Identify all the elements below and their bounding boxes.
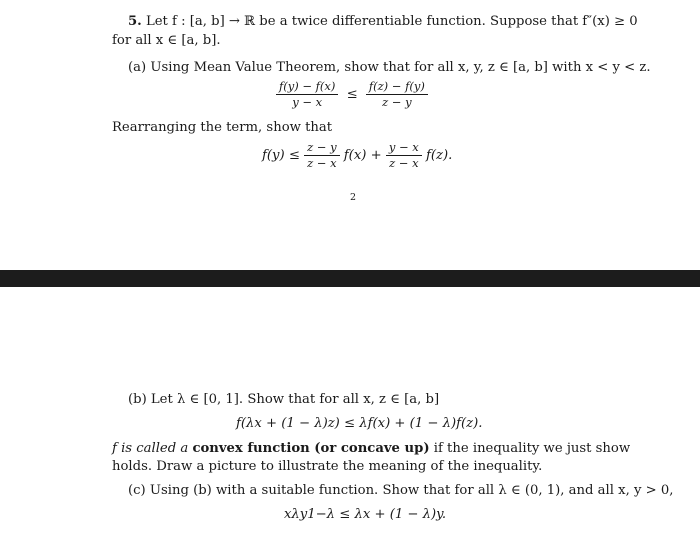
definition-post: if the inequality we just show [429,441,631,456]
ineq2-fraction-1 [304,141,340,170]
ineq2-fraction-1-den: z − x [304,155,340,170]
right-denominator: z − y [366,94,428,109]
part-a-prompt: (a) Using Mean Value Theorem, show that for all x, y, z ∈ [a, b] with x < y < z. [128,60,651,75]
ineq2-term-1: f(x) + [343,148,382,163]
problem-intro-line1 [128,14,638,30]
ineq2-term-2: f(z). [426,148,453,163]
rearrange-text: Rearranging the term, show that [112,120,333,135]
left-numerator: f(y) − f(x) [279,79,336,93]
relation-symbol: ≤ [346,87,358,102]
left-fraction [276,80,338,109]
page-divider [0,270,700,287]
definition-pre: f is called a [112,441,193,456]
part-c-prompt: (c) Using (b) with a suitable function. Show that for all λ ∈ (0, 1), and all x, y > 0, [128,483,674,498]
problem-number: 5. [128,14,142,29]
ineq2-fraction-2-num: y − x [388,140,419,154]
ineq2-fraction-2-den: z − x [386,155,422,170]
page-number: 2 [350,192,357,203]
ineq2-fraction-2 [386,141,422,170]
part-b-prompt: (b) Let λ ∈ [0, 1]. Show that for all x, z ∈ [a, b] [128,392,440,407]
page-top [0,0,700,270]
problem-intro-text: Let f : [a, b] → ℝ be a twice differentiable function. Suppose that f″(x) ≥ 0 [145,14,638,29]
part-a-inequality-2 [262,141,452,170]
part-c-inequality: xλy1−λ ≤ λx + (1 − λ)y. [284,507,447,522]
part-a-inequality [276,80,428,109]
right-numerator: f(z) − f(y) [368,79,425,93]
convex-function-term: convex function (or concave up) [192,441,430,456]
convex-definition-line1 [112,441,630,457]
part-b-inequality: f(λx + (1 − λ)z) ≤ λf(x) + (1 − λ)f(z). [236,416,483,431]
right-fraction [366,80,428,109]
ineq2-fraction-1-num: z − y [307,140,337,154]
left-denominator: y − x [276,94,338,109]
page-bottom [0,287,700,546]
problem-intro-line2: for all x ∈ [a, b]. [112,33,221,48]
ineq2-lhs: f(y) ≤ [262,148,300,163]
convex-definition-line2: holds. Draw a picture to illustrate the meaning of the inequality. [112,459,543,474]
